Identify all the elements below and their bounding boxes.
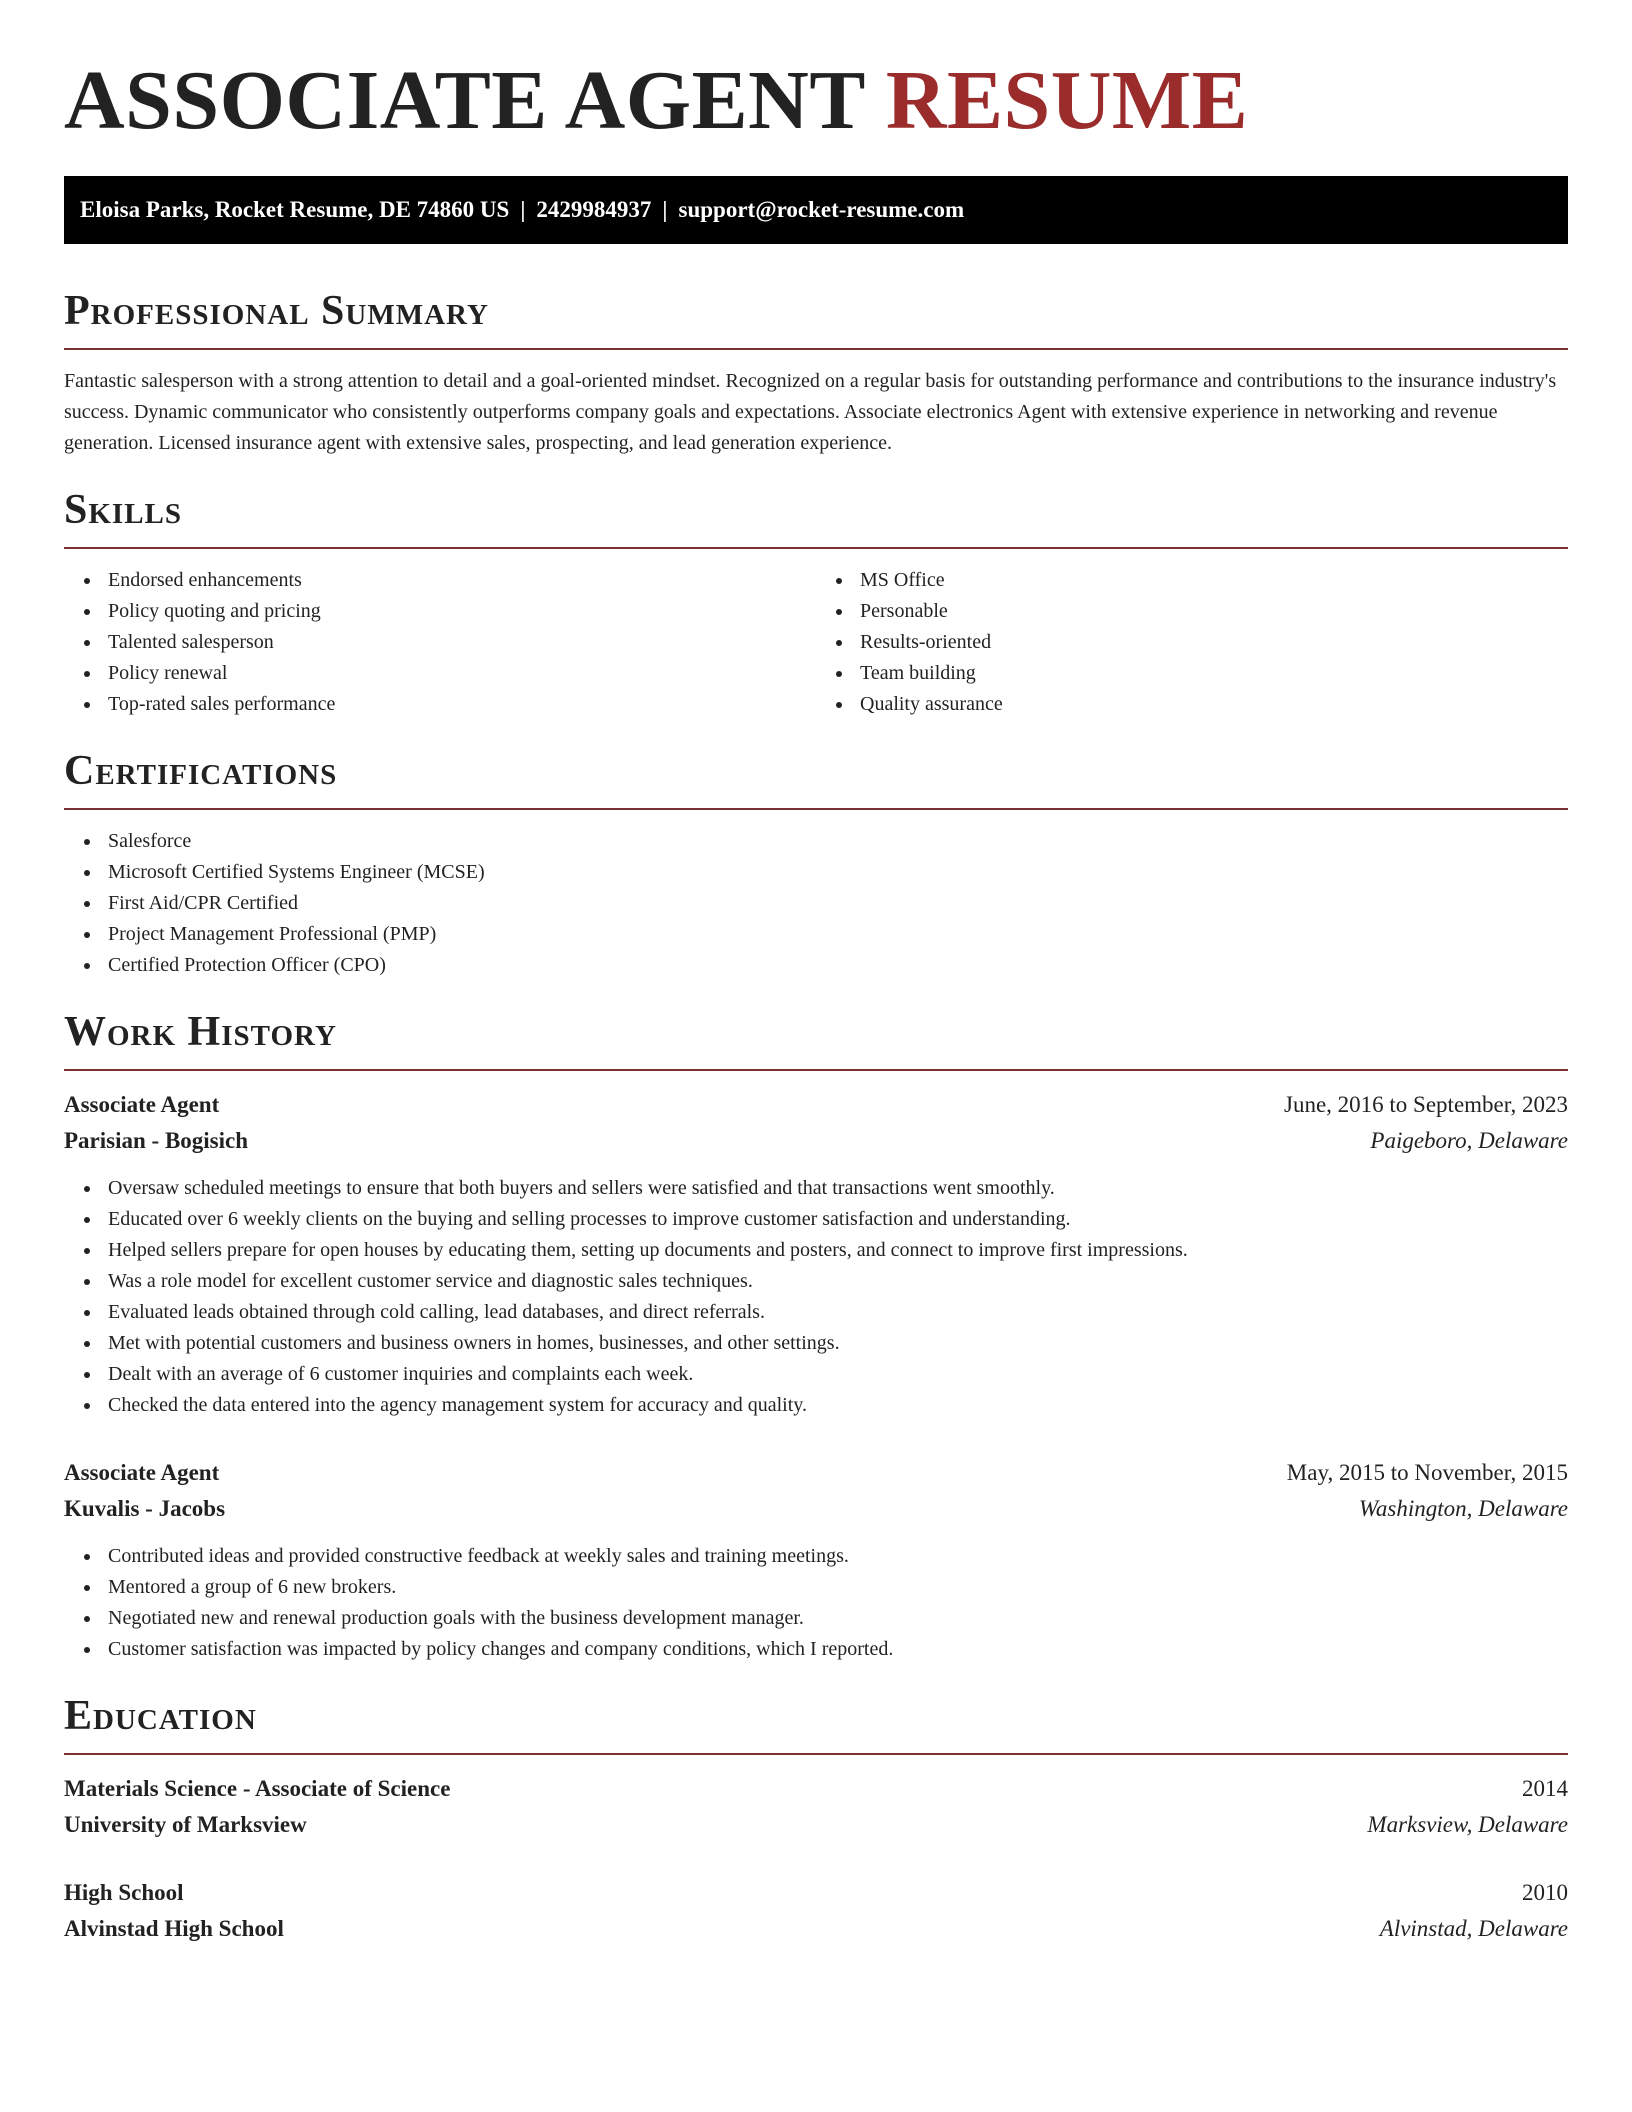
- job-duty: Customer satisfaction was impacted by policy changes and company conditions, which I reported.: [64, 1634, 1568, 1665]
- title-accent: RESUME: [885, 54, 1249, 147]
- education-location: Marksview, Delaware: [1367, 1812, 1568, 1837]
- job-duty: Checked the data entered into the agency management system for accuracy and quality.: [64, 1390, 1568, 1421]
- skills-list-right: [816, 565, 1568, 720]
- education-degree: Materials Science - Associate of Science: [64, 1776, 451, 1801]
- skill-item: Results-oriented: [816, 627, 1568, 658]
- education-entry: [64, 1771, 1568, 1843]
- job-title: Associate Agent: [64, 1092, 220, 1117]
- skill-item: Policy quoting and pricing: [64, 596, 816, 627]
- certifications-section: [64, 746, 1568, 981]
- education-school-row: [64, 1807, 1568, 1843]
- section-divider: [64, 1753, 1568, 1755]
- education-school-row: [64, 1911, 1568, 1947]
- section-heading-certifications: Certifications: [64, 748, 338, 794]
- summary-text: Fantastic salesperson with a strong attention to detail and a goal-oriented mindset. Recognized on a regular basis for outstanding performance and contributions to the insurance industry's success. Dynamic communicator who consistently outperforms company goals and expectations. Associate electronics Agent with extensive experience in networking and revenue generation. Licensed insurance agent with extensive sales, prospecting, and lead generation experience.: [64, 370, 1557, 454]
- job-duty: Mentored a group of 6 new brokers.: [64, 1572, 1568, 1603]
- job-duty: Negotiated new and renewal production goals with the business development manager.: [64, 1603, 1568, 1634]
- education-degree: High School: [64, 1880, 184, 1905]
- contact-email: support@rocket-resume.com: [678, 197, 965, 222]
- job-entry: [64, 1087, 1568, 1421]
- education-location: Alvinstad, Delaware: [1379, 1916, 1568, 1941]
- skill-item: Quality assurance: [816, 689, 1568, 720]
- title-main: ASSOCIATE AGENT: [64, 54, 865, 147]
- summary-section: [64, 286, 1568, 459]
- contact-address: Eloisa Parks, Rocket Resume, DE 74860 US: [80, 197, 510, 222]
- skill-item: Policy renewal: [64, 658, 816, 689]
- job-company-row: [64, 1491, 1568, 1527]
- job-entry: [64, 1455, 1568, 1665]
- education-school: Alvinstad High School: [64, 1916, 284, 1941]
- skill-item: MS Office: [816, 565, 1568, 596]
- section-heading-skills: Skills: [64, 487, 183, 533]
- education-school: University of Marksview: [64, 1812, 307, 1837]
- skill-item: Talented salesperson: [64, 627, 816, 658]
- education-year: 2014: [1522, 1776, 1568, 1801]
- job-dates: May, 2015 to November, 2015: [1286, 1460, 1568, 1485]
- contact-bar: [64, 176, 1568, 244]
- certification-item: Project Management Professional (PMP): [64, 919, 1568, 950]
- job-duty: Met with potential customers and business owners in homes, businesses, and other settings.: [64, 1328, 1568, 1359]
- education-entry: [64, 1875, 1568, 1947]
- skills-columns: [64, 565, 1568, 720]
- skills-section: [64, 485, 1568, 720]
- job-duty: Helped sellers prepare for open houses by educating them, setting up documents and posters, and connect to improve first impressions.: [64, 1235, 1568, 1266]
- section-divider: [64, 1069, 1568, 1071]
- certification-item: Salesforce: [64, 826, 1568, 857]
- section-heading-work-history: Work History: [64, 1009, 337, 1055]
- job-dates: June, 2016 to September, 2023: [1284, 1092, 1568, 1117]
- job-company-row: [64, 1123, 1568, 1159]
- education-year: 2010: [1522, 1880, 1568, 1905]
- job-duties-list: [64, 1541, 1568, 1665]
- contact-separator: |: [520, 197, 526, 222]
- resume-title: [64, 0, 1568, 147]
- skill-item: Top-rated sales performance: [64, 689, 816, 720]
- job-location: Paigeboro, Delaware: [1370, 1128, 1568, 1153]
- job-location: Washington, Delaware: [1358, 1496, 1568, 1521]
- certification-item: Microsoft Certified Systems Engineer (MCSE): [64, 857, 1568, 888]
- contact-phone: 2429984937: [536, 197, 652, 222]
- education-header-row: [64, 1771, 1568, 1807]
- job-header-row: [64, 1455, 1568, 1491]
- job-duties-list: [64, 1173, 1568, 1421]
- section-divider: [64, 808, 1568, 810]
- certification-item: First Aid/CPR Certified: [64, 888, 1568, 919]
- skills-list-left: [64, 565, 816, 720]
- job-duty: Contributed ideas and provided constructive feedback at weekly sales and training meetings.: [64, 1541, 1568, 1572]
- job-duty: Dealt with an average of 6 customer inquiries and complaints each week.: [64, 1359, 1568, 1390]
- job-company: Parisian - Bogisich: [64, 1128, 249, 1153]
- education-header-row: [64, 1875, 1568, 1911]
- work-history-section: [64, 1007, 1568, 1665]
- job-duty: Evaluated leads obtained through cold calling, lead databases, and direct referrals.: [64, 1297, 1568, 1328]
- section-heading-summary: Professional Summary: [64, 288, 489, 334]
- certifications-list: [64, 826, 1568, 981]
- section-divider: [64, 348, 1568, 350]
- certification-item: Certified Protection Officer (CPO): [64, 950, 1568, 981]
- contact-separator: |: [662, 197, 668, 222]
- job-duty: Educated over 6 weekly clients on the buying and selling processes to improve customer satisfaction and understanding.: [64, 1204, 1568, 1235]
- skill-item: Personable: [816, 596, 1568, 627]
- job-company: Kuvalis - Jacobs: [64, 1496, 226, 1521]
- job-header-row: [64, 1087, 1568, 1123]
- job-title: Associate Agent: [64, 1460, 220, 1485]
- skill-item: Endorsed enhancements: [64, 565, 816, 596]
- education-section: [64, 1691, 1568, 1947]
- job-duty: Was a role model for excellent customer service and diagnostic sales techniques.: [64, 1266, 1568, 1297]
- section-divider: [64, 547, 1568, 549]
- skill-item: Team building: [816, 658, 1568, 689]
- job-duty: Oversaw scheduled meetings to ensure that both buyers and sellers were satisfied and that transactions went smoothly.: [64, 1173, 1568, 1204]
- section-heading-education: Education: [64, 1693, 257, 1739]
